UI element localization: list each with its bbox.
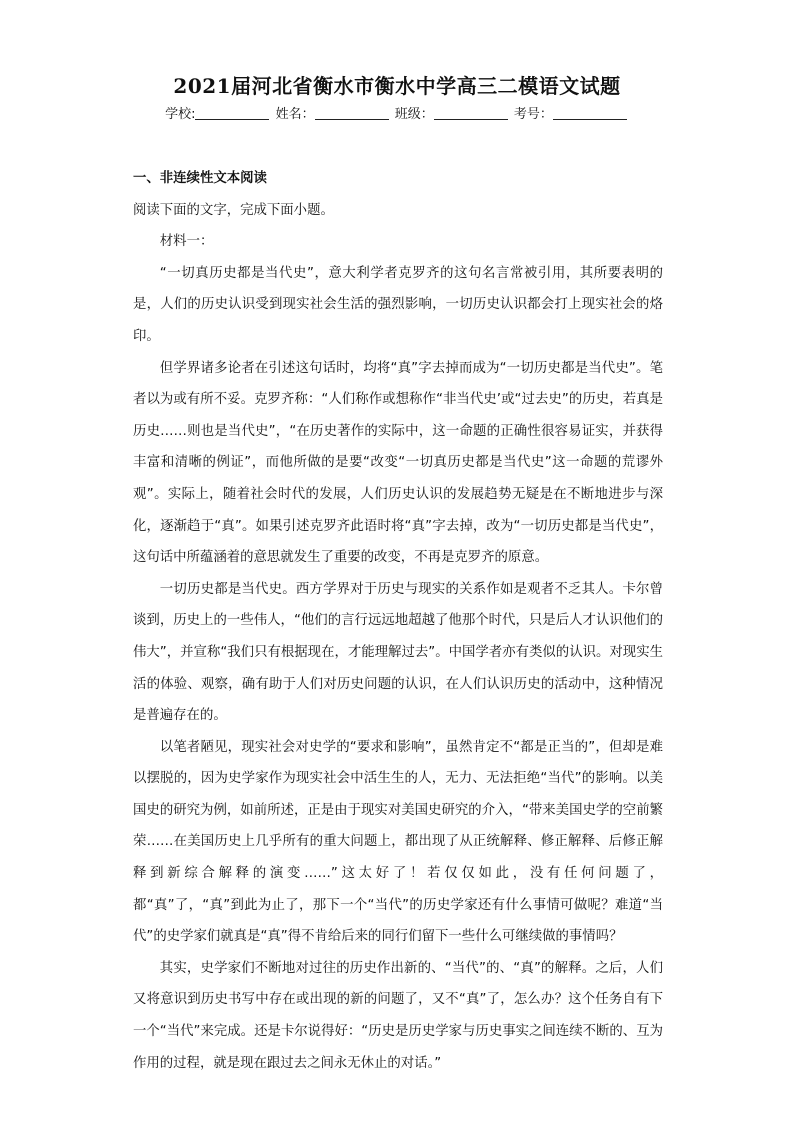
material-label: 材料一：	[159, 234, 214, 250]
paragraph: 其实，史学家们不断地对过往的历史作出新的、“当代”的、“真”的解释。之后，人们又将意识到历史书写中存在或出现的新的问题了，又不“真”了，怎么办？这个任务自有下一个“当代”来完成。还是卡尔说得好：“历史是历史学家与历史事实之间连续不断的、互为作用的过程，就是现在跟过去之间永无休止的对话。”	[133, 960, 663, 1071]
exam-number-blank[interactable]	[553, 107, 627, 120]
instruction-text: 阅读下面的文字，完成下面小题。	[133, 202, 334, 218]
paragraph: 以笔者陋见，现实社会对史学的“要求和影响”，虽然肯定不“都是正当的”，但却是难以摆脱的，因为史学家作为现实社会中活生生的人，无力、无法拒绝“当代”的影响。以美国史的研究为例，如前所述，正是由于现实对美国史研究的介入，“带来美国史学的空前繁荣……在美国历史上几乎所有的重大问题上，都出现了从正统解释、修正解释、后修正解释到新综合解释的演变……”这太好了！若仅仅如此，没有任何问题了，都“真”了，“真”到此为止了，那下一个“当代”的历史学家还有什么事情可做呢？难道“当代”的史学家们就真是“真”得不肯给后来的同行们留下一些什么可继续做的事情吗？	[133, 739, 663, 945]
exam-title: 2021届河北省衡水市衡水中学高三二模语文试题	[173, 74, 621, 98]
paragraph: 但学界诸多论者在引述这句话时，均将“真”字去掉而成为“一切历史都是当代史”。笔者以为或有所不妥。克罗齐称：“人们称作或想称作“非当代史’或“过去史”的历史，若真是历史……则也是当代史”，“在历史著作的实际中，这一命题的正确性很容易证实，并获得丰富和清晰的例证”，而他所做的是要“改变“一切真历史都是当代史”这一命题的荒谬外观”。实际上，随着社会时代的发展，人们历史认识的发展趋势无疑是在不断地进步与深化，逐渐趋于“真”。如果引述克罗齐此语时将“真”字去掉，改为“一切历史都是当代史”，这句话中所蕴涵着的意思就发生了重要的改变，不再是克罗齐的原意。	[133, 360, 663, 566]
exam-number-label: 考号：	[513, 107, 553, 122]
class-label: 班级：	[394, 107, 434, 122]
name-label: 姓名：	[275, 107, 315, 122]
paragraph: 一切历史都是当代史。西方学界对于历史与现实的关系作如是观者不乏其人。卡尔曾谈到，历史上的一些伟人，“他们的言行远远地超越了他那个时代，只是后人才认识他们的伟大”，并宣称“我们只有根据现在，才能理解过去”。中国学者亦有类似的认识。对现实生活的体验、观察，确有助于人们对历史问题的认识，在人们认识历史的活动中，这种情况是普遍存在的。	[133, 581, 663, 724]
reading-section	[133, 163, 663, 1079]
school-label: 学校:	[165, 107, 196, 122]
school-blank[interactable]	[195, 107, 269, 120]
section-heading: 一、非连续性文本阅读	[133, 171, 267, 186]
name-blank[interactable]	[315, 107, 389, 120]
paragraph: “一切真历史都是当代史”，意大利学者克罗齐的这句名言常被引用，其所要表明的是，人们的历史认识受到现实社会生活的强烈影响，一切历史认识都会打上现实社会的烙印。	[133, 265, 663, 344]
class-blank[interactable]	[434, 107, 508, 120]
student-info-line	[0, 103, 794, 122]
